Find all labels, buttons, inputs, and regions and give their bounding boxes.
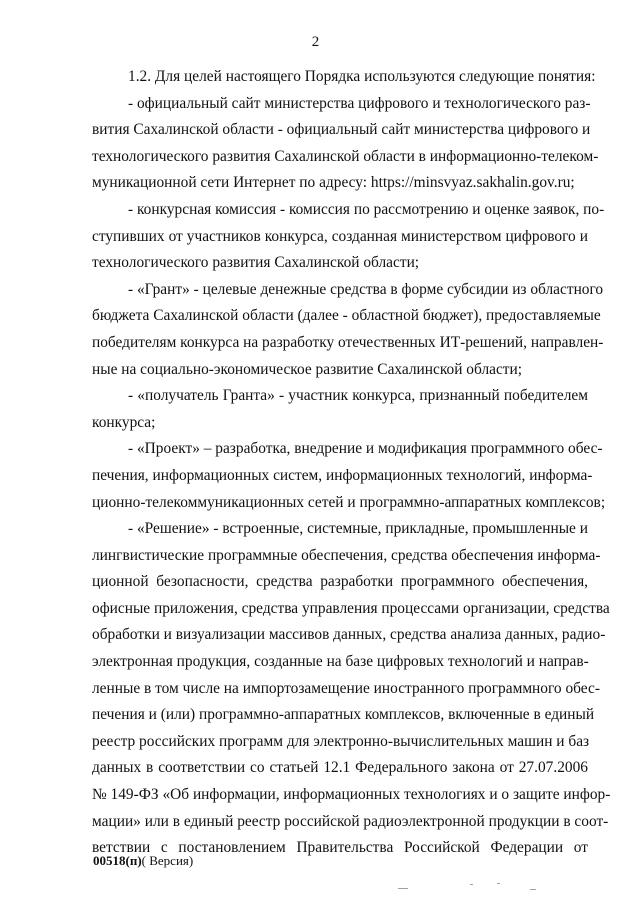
- footer-code: 00518(п): [93, 853, 142, 868]
- text-line: муникационной сети Интернет по адресу: https://minsvyaz.sakhalin.gov.ru;: [92, 174, 575, 192]
- scan-speck: [497, 883, 500, 884]
- text-line: ступивших от участников конкурса, созданная министерством цифрового и: [92, 227, 588, 245]
- scan-speck: [470, 884, 473, 885]
- document-body: [92, 64, 611, 862]
- text-line: ные на социально-экономическое развитие Сахалинской области;: [92, 360, 523, 378]
- text-line: № 149-ФЗ «Об информации, информационных технологиях и о защите инфор-: [92, 786, 611, 804]
- text-line: - конкурсная комиссия - комиссия по рассмотрению и оценке заявок, по-: [128, 200, 605, 218]
- text-line: вития Сахалинской области - официальный сайт министерства цифрового и: [92, 121, 591, 139]
- text-line: ленные в том числе на импортозамещение иностранного программного обес-: [92, 679, 600, 697]
- text-line: 1.2. Для целей настоящего Порядка используются следующие понятия:: [128, 68, 596, 85]
- text-line: бюджета Сахалинской области (далее - областной бюджет), предоставляемые: [92, 307, 601, 325]
- text-line: печения и (или) программно-аппаратных комплексов, включенные в единый: [92, 706, 595, 724]
- scan-speck: [530, 889, 536, 890]
- text-line: обработки и визуализации массивов данных, средства анализа данных, радио-: [92, 626, 606, 644]
- text-line: лингвистические программные обеспечения, средства обеспечения информа-: [92, 546, 601, 564]
- footer-version: ( Версия): [141, 853, 194, 868]
- text-line: технологического развития Сахалинской области в информационно-телеком-: [92, 147, 599, 165]
- text-line: технологического развития Сахалинской области;: [92, 254, 420, 272]
- text-line: - «Решение» - встроенные, системные, прикладные, промышленные и: [128, 520, 588, 538]
- document-footer-code: [93, 853, 193, 869]
- scan-speck: [398, 888, 408, 889]
- text-line: победителям конкурса на разработку отечественных ИТ-решений, направлен-: [92, 333, 604, 351]
- text-line: - «Грант» - целевые денежные средства в форме субсидии из областного: [128, 280, 604, 298]
- text-line: - «Проект» – разработка, внедрение и модификация программного обес-: [128, 440, 603, 458]
- text-line: печения, информационных систем, информационных технологий, информа-: [92, 466, 593, 484]
- page-number: 2: [311, 34, 320, 50]
- text-line: ционной безопасности, средства разработки программного обеспечения,: [92, 573, 588, 591]
- text-line: - официальный сайт министерства цифрового и технологического раз-: [128, 94, 591, 112]
- text-line: мации» или в единый реестр российской радиоэлектронной продукции в соот-: [92, 812, 609, 830]
- text-line: электронная продукция, созданные на базе цифровых технологий и направ-: [92, 653, 589, 671]
- text-line: реестр российских программ для электронно-вычислительных машин и баз: [92, 732, 590, 750]
- text-line: - «получатель Гранта» - участник конкурса, признанный победителем: [128, 387, 588, 405]
- text-line: конкурса;: [92, 413, 156, 431]
- text-line: ционно-телекоммуникационных сетей и программно-аппаратных комплексов;: [92, 493, 606, 511]
- text-line: ветствии с постановлением Правительства Российской Федерации от: [92, 839, 588, 857]
- text-line: данных в соответствии со статьей 12.1 Федерального закона от 27.07.2006: [92, 759, 588, 777]
- text-line: офисные приложения, средства управления процессами организации, средства: [92, 599, 610, 617]
